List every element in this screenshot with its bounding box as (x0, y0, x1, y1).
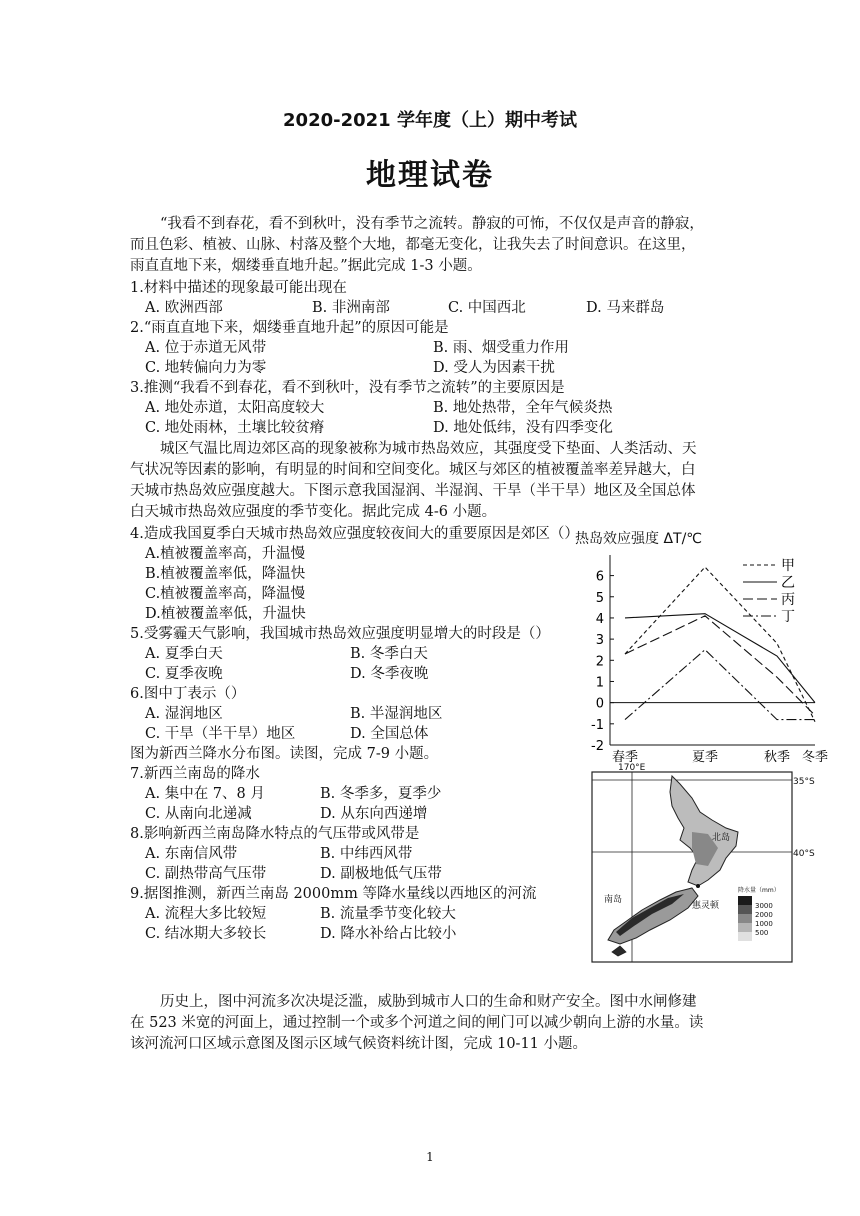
y-tick-label: 6 (595, 569, 604, 585)
passage1-line1: “我看不到春花，看不到秋叶，没有季节之流转。静寂的可怖，不仅仅是声音的静寂， (160, 216, 704, 232)
q6-option-b: B. 半湿润地区 (350, 706, 443, 722)
q8-option-a: A. 东南信风带 (145, 846, 238, 862)
passage2-line2: 气状况等因素的影响，有明显的时间和空间变化。城区与郊区的植被覆盖率差异越大，白 (130, 462, 696, 478)
north-island-label: 北岛 (712, 833, 731, 843)
legend-value-1000: 1000 (755, 920, 773, 928)
legend-swatch-1 (738, 896, 752, 905)
q1-option-d: D. 马来群岛 (586, 300, 665, 316)
q9-stem: 9.据图推测，新西兰南岛 2000mm 等降水量线以西地区的河流 (130, 886, 537, 902)
q9-option-d: D. 降水补给占比较小 (320, 926, 457, 942)
page-number: 1 (426, 1150, 434, 1164)
passage4-line2: 在 523 米宽的河面上，通过控制一个或多个河道之间的闸门可以减少朝向上游的水量。读 (130, 1015, 704, 1031)
x-tick-label: 秋季 (763, 750, 791, 765)
legend-swatch-2 (738, 905, 752, 914)
q3-stem: 3.推测“我看不到春花，看不到秋叶，没有季节之流转”的主要原因是 (130, 380, 565, 396)
q8-option-b: B. 中纬西风带 (320, 846, 413, 862)
passage2-line3: 天城市热岛效应强度越大。下图示意我国湿润、半湿润、干旱（半干旱）地区及全国总体 (130, 483, 696, 499)
q7-option-c: C. 从南向北递减 (145, 806, 252, 822)
intro-q7-9: 图为新西兰降水分布图。读图，完成 7-9 小题。 (130, 746, 439, 762)
q7-option-d: D. 从东向西递增 (320, 806, 428, 822)
exam-title: 2020-2021 学年度（上）期中考试 (283, 110, 577, 131)
q3-option-d: D. 地处低纬，没有四季变化 (433, 420, 613, 436)
series-line-4 (625, 650, 815, 720)
q6-option-d: D. 全国总体 (350, 726, 429, 742)
passage1-line2: 而且色彩、植被、山脉、村落及整个大地，都毫无变化，让我失去了时间意识。在这里， (130, 237, 696, 253)
wellington-marker (696, 884, 700, 888)
legend-label: 丙 (781, 592, 795, 608)
series-line-3 (625, 616, 815, 716)
q8-stem: 8.影响新西兰南岛降水特点的气压带或风带是 (130, 826, 420, 842)
longitude-label: 170°E (618, 763, 646, 773)
q4-stem: 4.造成我国夏季白天城市热岛效应强度较夜间大的重要原因是郊区（） (130, 526, 579, 542)
q9-option-c: C. 结冰期大多较长 (145, 926, 267, 942)
q1-option-b: B. 非洲南部 (312, 300, 390, 316)
south-island-label: 南岛 (604, 895, 623, 905)
q5-option-c: C. 夏季夜晚 (145, 666, 223, 682)
y-tick-label: -2 (591, 739, 604, 754)
q9-option-b: B. 流量季节变化较大 (320, 906, 456, 922)
q8-option-c: C. 副热带高气压带 (145, 866, 267, 882)
x-tick-label: 冬季 (801, 750, 829, 765)
series-line-2 (625, 614, 815, 703)
q1-option-a: A. 欧洲西部 (145, 300, 223, 316)
map-legend-title: 降水量（mm） (738, 887, 780, 894)
q3-option-a: A. 地处赤道，太阳高度较大 (145, 400, 325, 416)
q1-stem: 1.材料中描述的现象最可能出现在 (130, 280, 347, 296)
legend-value-3000: 3000 (755, 902, 773, 910)
y-tick-label: 1 (595, 675, 604, 691)
y-tick-label: -1 (591, 717, 604, 733)
y-tick-label: 3 (595, 633, 604, 649)
q7-option-a: A. 集中在 7、8 月 (145, 786, 265, 802)
q2-option-a: A. 位于赤道无风带 (145, 340, 267, 356)
q3-option-c: C. 地处雨林，土壤比较贫瘠 (145, 420, 325, 436)
q9-option-a: A. 流程大多比较短 (145, 906, 267, 922)
legend-swatch-3 (738, 914, 752, 923)
q4-option-c: C.植被覆盖率高，降温慢 (145, 586, 306, 602)
q3-option-b: B. 地处热带，全年气候炎热 (433, 400, 613, 416)
q7-option-b: B. 冬季多，夏季少 (320, 786, 442, 802)
passage4-line3: 该河流河口区域示意图及图示区域气候资料统计图，完成 10-11 小题。 (130, 1036, 588, 1052)
new-zealand-map (580, 762, 820, 967)
legend-label: 甲 (781, 558, 795, 574)
legend-value-2000: 2000 (755, 911, 773, 919)
passage1-line3: 雨直直地下来，烟缕垂直地升起。”据此完成 1-3 小题。 (130, 258, 482, 274)
passage2-line4: 白天城市热岛效应强度的季节变化。据此完成 4-6 小题。 (130, 504, 497, 520)
q7-stem: 7.新西兰南岛的降水 (130, 766, 260, 782)
lat-40-label: 40°S (793, 849, 815, 859)
y-tick-label: 5 (595, 590, 604, 606)
y-tick-label: 2 (595, 654, 604, 670)
legend-swatch-4 (738, 923, 752, 932)
q4-option-b: B.植被覆盖率低，降温快 (145, 566, 306, 582)
q2-option-b: B. 雨、烟受重力作用 (433, 340, 569, 356)
q2-option-d: D. 受人为因素干扰 (433, 360, 555, 376)
wellington-label: 惠灵顿 (692, 901, 720, 911)
x-tick-label: 夏季 (691, 750, 719, 765)
q1-option-c: C. 中国西北 (448, 300, 526, 316)
q6-stem: 6.图中丁表示（） (130, 686, 246, 702)
subject-title: 地理试卷 (366, 158, 494, 193)
legend-value-500: 500 (755, 929, 769, 937)
q8-option-d: D. 副极地低气压带 (320, 866, 442, 882)
y-tick-label: 4 (595, 611, 604, 627)
q4-option-a: A.植被覆盖率高，升温慢 (145, 546, 306, 562)
heat-island-chart (565, 525, 829, 765)
q4-option-d: D.植被覆盖率低，升温快 (145, 606, 306, 622)
q5-option-d: D. 冬季夜晚 (350, 666, 429, 682)
q6-option-a: A. 湿润地区 (145, 706, 223, 722)
legend-swatch-5 (738, 932, 752, 941)
q2-option-c: C. 地转偏向力为零 (145, 360, 267, 376)
lat-35-label: 35°S (793, 777, 815, 787)
x-tick-label: 春季 (611, 750, 639, 765)
passage2-line1: 城区气温比周边郊区高的现象被称为城市热岛效应，其强度受下垫面、人类活动、天 (160, 441, 697, 457)
legend-label: 丁 (781, 609, 795, 625)
q6-option-c: C. 干旱（半干旱）地区 (145, 726, 296, 742)
passage4-line1: 历史上，图中河流多次决堤泛滥，威胁到城市人口的生命和财产安全。图中水闸修建 (160, 994, 697, 1010)
q2-stem: 2.“雨直直地下来，烟缕垂直地升起”的原因可能是 (130, 320, 449, 336)
q5-option-a: A. 夏季白天 (145, 646, 223, 662)
legend-label: 乙 (781, 575, 795, 591)
y-tick-label: 0 (595, 696, 604, 712)
q5-option-b: B. 冬季白天 (350, 646, 428, 662)
q5-stem: 5.受雾霾天气影响，我国城市热岛效应强度明显增大的时段是（） (130, 626, 550, 642)
chart-title: 热岛效应强度 ΔT/℃ (575, 531, 703, 547)
